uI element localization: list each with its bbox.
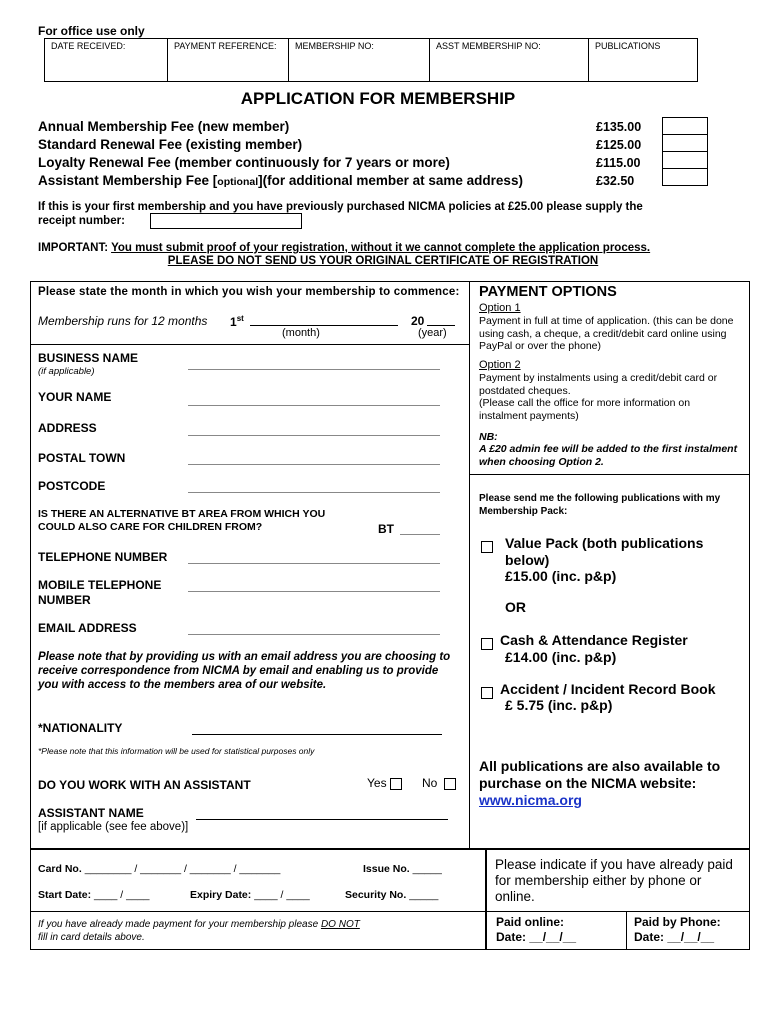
value-pack-checkbox-wrap — [481, 538, 493, 556]
address-input[interactable] — [188, 435, 440, 436]
receipt-text — [38, 200, 643, 228]
fee-checkbox-annual[interactable] — [662, 117, 708, 135]
office-use-table — [44, 38, 698, 82]
fee-amount-loyalty: £115.00 — [596, 156, 641, 170]
card-no-row — [38, 863, 280, 875]
nationality-label: *NATIONALITY — [38, 721, 123, 735]
important-notice — [38, 242, 650, 254]
issue-no-row — [363, 863, 442, 875]
month-label: (month) — [282, 327, 320, 339]
nicma-website-link[interactable]: www.nicma.org — [479, 792, 582, 808]
accident-book-label: Accident / Incident Record Book — [500, 681, 716, 697]
paid-online-label: Paid online: — [496, 915, 565, 929]
business-if-applicable: (if applicable) — [38, 366, 95, 377]
fee-label-assistant: Assistant Membership Fee [optional](for additional member at same address) — [38, 173, 523, 188]
year-input[interactable] — [427, 325, 455, 326]
paid-divider — [485, 911, 749, 912]
receipt-number-input[interactable] — [150, 213, 302, 229]
year-label: (year) — [418, 327, 447, 339]
page-title: APPLICATION FOR MEMBERSHIP — [240, 89, 516, 108]
publications-prompt: Please send me the following publications with my Membership Pack: — [479, 493, 721, 517]
bt-question: IS THERE AN ALTERNATIVE BT AREA FROM WHICH YOU COULD ALSO CARE FOR CHILDREN FROM? — [38, 508, 326, 533]
postcode-label: POSTCODE — [38, 479, 106, 493]
fee-checkbox-assistant[interactable] — [662, 168, 708, 186]
start-date-row — [38, 889, 150, 901]
business-name-input[interactable] — [188, 369, 440, 370]
important-prefix: IMPORTANT: — [38, 242, 109, 254]
fee-label-loyalty: Loyalty Renewal Fee (member continuously for 7 years or more) — [38, 155, 450, 170]
telephone-label: TELEPHONE NUMBER — [38, 550, 168, 564]
postal-town-label: POSTAL TOWN — [38, 451, 126, 465]
option-2-text: Payment by instalments using a credit/debit card or postdated cheques. — [479, 372, 718, 397]
date-received-cell: DATE RECEIVED: — [45, 39, 168, 82]
fee-amount-assistant: £32.50 — [596, 174, 635, 188]
cash-register-label: Cash & Attendance Register — [500, 632, 688, 648]
also-available-text: All publications are also available to purchase on the NICMA website: — [479, 758, 721, 791]
value-pack-checkbox[interactable] — [481, 541, 493, 553]
month-input[interactable] — [250, 325, 398, 326]
card-no-input[interactable]: ________ / _______ / _______ / _______ — [84, 863, 281, 875]
paid-phone-label: Paid by Phone: — [634, 915, 721, 929]
paid-phone-date-input[interactable]: __/__/__ — [667, 930, 715, 944]
office-use-heading: For office use only — [38, 24, 145, 38]
receipt-line-1: If this is your first membership and you have previously purchased NICMA policies at £25.00 please supply the — [38, 201, 643, 213]
payment-divider — [469, 474, 749, 475]
fee-label-standard: Standard Renewal Fee (existing member) — [38, 137, 303, 152]
month-prompt: Please state the month in which you wish your membership to commence: — [38, 286, 460, 298]
cash-register-checkbox-wrap — [481, 635, 493, 653]
cash-register-price: £14.00 (inc. p&p) — [505, 649, 617, 665]
receipt-line-2: receipt number: — [38, 215, 125, 227]
bt-prefix: BT — [378, 522, 394, 536]
asst-membership-no-cell: ASST MEMBERSHIP NO: — [430, 39, 589, 82]
form-divider — [469, 281, 470, 848]
assistant-yes — [367, 776, 402, 790]
security-no-input[interactable]: _____ — [409, 889, 439, 901]
month-divider — [30, 344, 470, 345]
address-label: ADDRESS — [38, 421, 97, 435]
do-not-text: DO NOT — [320, 919, 360, 930]
value-pack-price: £15.00 (inc. p&p) — [505, 568, 617, 584]
assistant-question: DO YOU WORK WITH AN ASSISTANT — [38, 778, 251, 792]
assistant-name-input[interactable] — [196, 819, 448, 820]
important-text: You must submit proof of your registration, without it we cannot complete the application process. — [111, 242, 651, 254]
telephone-input[interactable] — [188, 563, 440, 564]
mobile-input[interactable] — [188, 591, 440, 592]
mobile-label: MOBILE TELEPHONE NUMBER — [38, 578, 162, 607]
expiry-date-row — [190, 889, 310, 901]
paid-split — [626, 911, 627, 949]
expiry-date-input[interactable]: ____ / ____ — [254, 889, 310, 901]
issue-no-label: Issue No. — [363, 863, 410, 875]
membership-runs-text: Membership runs for 12 months — [38, 314, 208, 328]
fee-checkbox-loyalty[interactable] — [662, 151, 708, 169]
paid-prompt: Please indicate if you have already paid for membership either by phone or online. — [495, 857, 733, 904]
email-label: EMAIL ADDRESS — [38, 621, 137, 635]
payment-options-heading: PAYMENT OPTIONS — [479, 284, 617, 300]
bt-input[interactable] — [400, 534, 440, 535]
card-no-label: Card No. — [38, 863, 82, 875]
your-name-label: YOUR NAME — [38, 390, 112, 404]
fee-checkbox-standard[interactable] — [662, 134, 708, 152]
fee-amount-standard: £125.00 — [596, 138, 642, 152]
accident-book-checkbox[interactable] — [481, 687, 493, 699]
security-no-row — [345, 889, 438, 901]
nb-title: NB: — [479, 431, 498, 443]
assistant-name-label: ASSISTANT NAME — [38, 806, 144, 820]
your-name-input[interactable] — [188, 405, 440, 406]
nationality-input[interactable] — [192, 734, 442, 735]
important-line-2: PLEASE DO NOT SEND US YOUR ORIGINAL CERTIFICATE OF REGISTRATION — [167, 255, 599, 267]
fee-list — [38, 118, 523, 191]
start-date-input[interactable]: ____ / ____ — [94, 889, 150, 901]
fee-amounts — [596, 118, 641, 190]
postcode-input[interactable] — [188, 492, 440, 493]
nb-text: A £20 admin fee will be added to the first instalment when choosing Option 2. — [479, 443, 738, 468]
year-prefix: 20 — [411, 314, 425, 328]
cash-register-checkbox[interactable] — [481, 638, 493, 650]
option-1-text: Payment in full at time of application. (this can be done using cash, a cheque, a credit/debit card online using PayPal or over the phone) — [479, 315, 734, 352]
expiry-date-label: Expiry Date: — [190, 889, 252, 901]
option-2-title: Option 2 — [479, 359, 521, 371]
option-2-note: (Please call the office for more information on instalment payments) — [479, 397, 691, 422]
yes-label: Yes — [367, 776, 387, 790]
email-input[interactable] — [188, 634, 440, 635]
first-day: 1st — [230, 314, 244, 329]
card-note: If you have already made payment for your membership please DO NOT fill in card details above. — [38, 919, 360, 943]
postal-town-input[interactable] — [188, 464, 440, 465]
issue-no-input[interactable]: _____ — [412, 863, 442, 875]
card-note-divider — [30, 911, 486, 912]
assistant-note: [if applicable (see fee above)] — [38, 821, 189, 833]
accident-book-price: £ 5.75 (inc. p&p) — [505, 697, 613, 713]
or-text: OR — [505, 599, 526, 615]
fee-label-annual: Annual Membership Fee (new member) — [38, 119, 290, 134]
paid-online-date: Date: __/__/__ — [496, 930, 577, 944]
no-checkbox[interactable] — [444, 778, 456, 790]
publications-cell: PUBLICATIONS — [589, 39, 698, 82]
nationality-note: *Please note that this information will be used for statistical purposes only — [38, 746, 315, 756]
security-no-label: Security No. — [345, 889, 407, 901]
assistant-no — [422, 776, 456, 790]
no-label: No — [422, 776, 438, 790]
value-pack-label: Value Pack (both publications below) — [505, 535, 704, 568]
email-note: Please note that by providing us with an email address you are choosing to receive correspondence from NICMA by email and enabling us to provide you with access to the members area of our website. — [38, 651, 451, 691]
business-name-label: BUSINESS NAME — [38, 351, 139, 365]
accident-book-checkbox-wrap — [481, 684, 493, 702]
option-1-title: Option 1 — [479, 302, 521, 314]
paid-phone-date: Date: __/__/__ — [634, 930, 715, 944]
fee-amount-annual: £135.00 — [596, 120, 642, 134]
paid-online-date-input[interactable]: __/__/__ — [529, 930, 577, 944]
membership-no-cell: MEMBERSHIP NO: — [289, 39, 430, 82]
start-date-label: Start Date: — [38, 889, 92, 901]
yes-checkbox[interactable] — [390, 778, 402, 790]
payment-reference-cell: PAYMENT REFERENCE: — [168, 39, 289, 82]
